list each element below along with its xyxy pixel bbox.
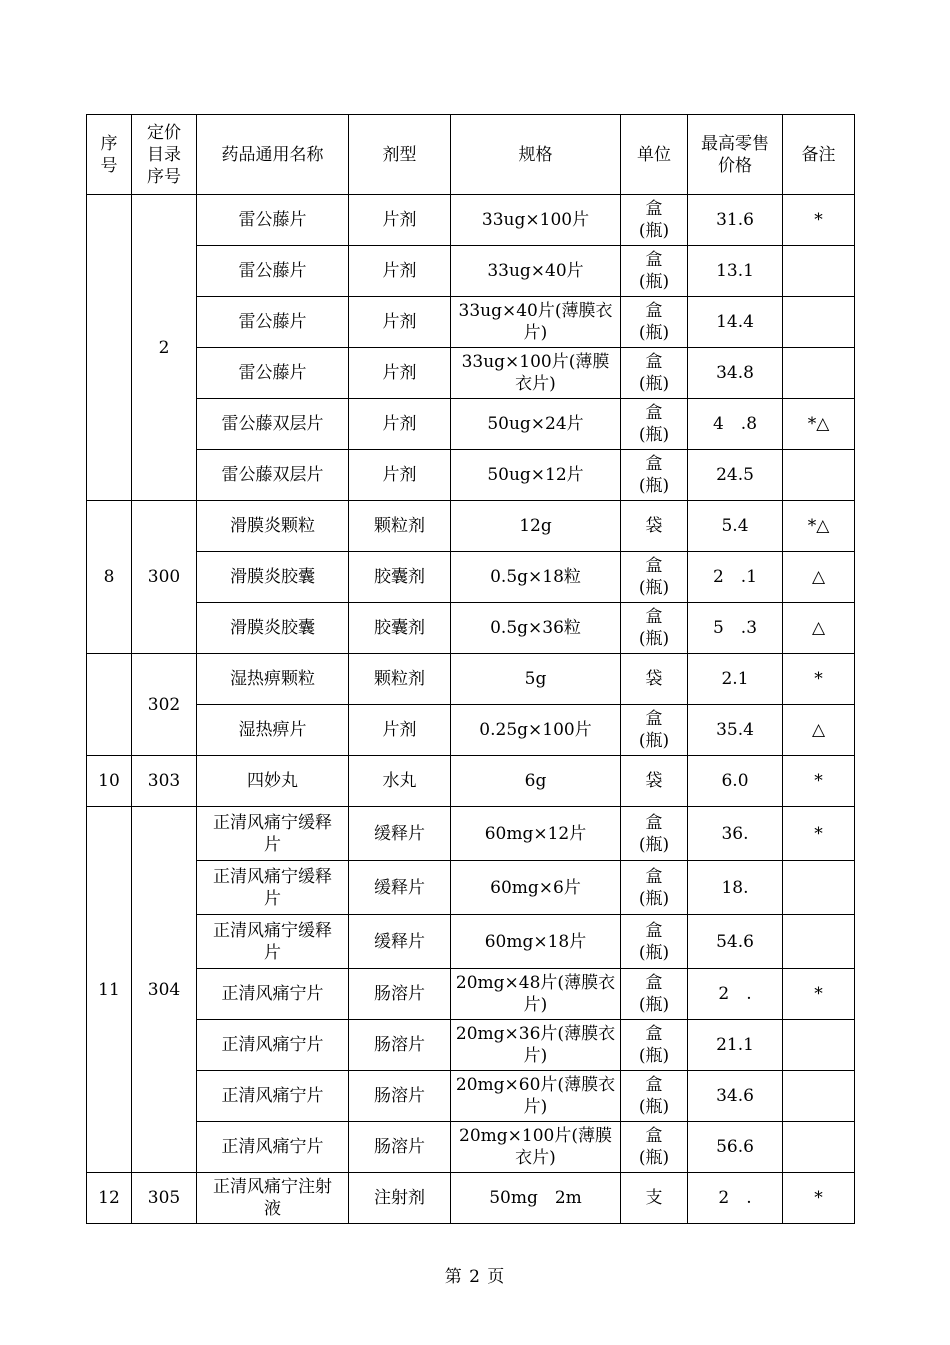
cell-remark: △ bbox=[783, 705, 855, 756]
cell-unit: 支 bbox=[621, 1173, 688, 1224]
cell-spec: 60mg×6片 bbox=[451, 861, 621, 915]
cell-form: 胶囊剂 bbox=[349, 603, 451, 654]
cell-unit: 盒 (瓶) bbox=[621, 399, 688, 450]
col-header-name: 药品通用名称 bbox=[197, 115, 349, 195]
cell-name: 雷公藤片 bbox=[197, 246, 349, 297]
cell-unit: 盒 (瓶) bbox=[621, 969, 688, 1020]
cell-spec: 0.25g×100片 bbox=[451, 705, 621, 756]
cell-spec: 20mg×100片(薄膜 衣片) bbox=[451, 1122, 621, 1173]
cell-unit: 袋 bbox=[621, 654, 688, 705]
cell-unit: 盒 (瓶) bbox=[621, 297, 688, 348]
cell-form: 片剂 bbox=[349, 195, 451, 246]
page-number: 第 2 页 bbox=[444, 1267, 506, 1287]
cell-form: 注射剂 bbox=[349, 1173, 451, 1224]
cell-unit: 盒 (瓶) bbox=[621, 1122, 688, 1173]
cell-price: 35.4 bbox=[688, 705, 783, 756]
cell-catalog-seq: 2 bbox=[132, 195, 197, 501]
cell-remark bbox=[783, 1020, 855, 1071]
cell-spec: 6g bbox=[451, 756, 621, 807]
table-row bbox=[87, 450, 855, 501]
cell-remark bbox=[783, 450, 855, 501]
cell-unit: 盒 (瓶) bbox=[621, 861, 688, 915]
cell-spec: 50ug×24片 bbox=[451, 399, 621, 450]
cell-unit: 盒 (瓶) bbox=[621, 195, 688, 246]
cell-spec: 5g bbox=[451, 654, 621, 705]
cell-unit: 盒 (瓶) bbox=[621, 552, 688, 603]
cell-price: 4 .8 bbox=[688, 399, 783, 450]
cell-form: 片剂 bbox=[349, 246, 451, 297]
table-body bbox=[87, 115, 855, 1224]
table-row bbox=[87, 501, 855, 552]
cell-seq: 10 bbox=[87, 756, 132, 807]
cell-remark bbox=[783, 861, 855, 915]
table-row bbox=[87, 552, 855, 603]
cell-spec: 50ug×12片 bbox=[451, 450, 621, 501]
cell-price: 2 . bbox=[688, 1173, 783, 1224]
cell-form: 肠溶片 bbox=[349, 1071, 451, 1122]
cell-catalog-seq: 300 bbox=[132, 501, 197, 654]
cell-remark: * bbox=[783, 756, 855, 807]
cell-name: 四妙丸 bbox=[197, 756, 349, 807]
cell-remark bbox=[783, 246, 855, 297]
cell-remark: *△ bbox=[783, 399, 855, 450]
table-row bbox=[87, 399, 855, 450]
cell-name: 雷公藤双层片 bbox=[197, 399, 349, 450]
cell-form: 缓释片 bbox=[349, 915, 451, 969]
cell-unit: 盒 (瓶) bbox=[621, 603, 688, 654]
cell-price: 14.4 bbox=[688, 297, 783, 348]
cell-remark: * bbox=[783, 1173, 855, 1224]
cell-name: 正清风痛宁缓释 片 bbox=[197, 915, 349, 969]
cell-form: 片剂 bbox=[349, 705, 451, 756]
table-row bbox=[87, 297, 855, 348]
cell-remark: * bbox=[783, 807, 855, 861]
cell-name: 滑膜炎颗粒 bbox=[197, 501, 349, 552]
table-row bbox=[87, 807, 855, 861]
cell-spec: 0.5g×36粒 bbox=[451, 603, 621, 654]
cell-unit: 盒 (瓶) bbox=[621, 450, 688, 501]
cell-name: 滑膜炎胶囊 bbox=[197, 552, 349, 603]
table-row bbox=[87, 654, 855, 705]
cell-remark bbox=[783, 348, 855, 399]
col-header-spec: 规格 bbox=[451, 115, 621, 195]
col-header-unit: 单位 bbox=[621, 115, 688, 195]
cell-unit: 盒 (瓶) bbox=[621, 246, 688, 297]
cell-price: 2 .1 bbox=[688, 552, 783, 603]
cell-remark: △ bbox=[783, 603, 855, 654]
cell-form: 缓释片 bbox=[349, 807, 451, 861]
table-row bbox=[87, 603, 855, 654]
table-row bbox=[87, 1122, 855, 1173]
cell-price: 6.0 bbox=[688, 756, 783, 807]
cell-name: 湿热痹片 bbox=[197, 705, 349, 756]
cell-catalog-seq: 302 bbox=[132, 654, 197, 756]
cell-name: 湿热痹颗粒 bbox=[197, 654, 349, 705]
table-row bbox=[87, 195, 855, 246]
cell-spec: 20mg×36片(薄膜衣 片) bbox=[451, 1020, 621, 1071]
cell-seq bbox=[87, 195, 132, 501]
cell-price: 21.1 bbox=[688, 1020, 783, 1071]
cell-price: 34.6 bbox=[688, 1071, 783, 1122]
cell-unit: 盒 (瓶) bbox=[621, 348, 688, 399]
cell-form: 缓释片 bbox=[349, 861, 451, 915]
cell-spec: 20mg×48片(薄膜衣 片) bbox=[451, 969, 621, 1020]
cell-remark: * bbox=[783, 969, 855, 1020]
drug-price-table bbox=[86, 114, 855, 1224]
table-row bbox=[87, 348, 855, 399]
cell-spec: 33ug×100片(薄膜 衣片) bbox=[451, 348, 621, 399]
cell-form: 片剂 bbox=[349, 399, 451, 450]
cell-remark bbox=[783, 1122, 855, 1173]
col-header-max-price: 最高零售 价格 bbox=[688, 115, 783, 195]
cell-name: 正清风痛宁缓释 片 bbox=[197, 861, 349, 915]
table-header-row bbox=[87, 115, 855, 195]
cell-remark: △ bbox=[783, 552, 855, 603]
cell-name: 正清风痛宁片 bbox=[197, 1071, 349, 1122]
cell-seq: 8 bbox=[87, 501, 132, 654]
cell-form: 颗粒剂 bbox=[349, 654, 451, 705]
cell-name: 正清风痛宁缓释 片 bbox=[197, 807, 349, 861]
cell-spec: 33ug×40片(薄膜衣 片) bbox=[451, 297, 621, 348]
cell-name: 正清风痛宁片 bbox=[197, 969, 349, 1020]
cell-price: 5 .3 bbox=[688, 603, 783, 654]
col-header-catalog-seq: 定价 目录 序号 bbox=[132, 115, 197, 195]
cell-spec: 0.5g×18粒 bbox=[451, 552, 621, 603]
table-row bbox=[87, 915, 855, 969]
cell-seq: 12 bbox=[87, 1173, 132, 1224]
cell-unit: 盒 (瓶) bbox=[621, 807, 688, 861]
cell-remark bbox=[783, 915, 855, 969]
cell-spec: 33ug×40片 bbox=[451, 246, 621, 297]
cell-catalog-seq: 305 bbox=[132, 1173, 197, 1224]
col-header-seq: 序 号 bbox=[87, 115, 132, 195]
cell-name: 正清风痛宁注射 液 bbox=[197, 1173, 349, 1224]
cell-price: 54.6 bbox=[688, 915, 783, 969]
cell-unit: 盒 (瓶) bbox=[621, 1071, 688, 1122]
cell-form: 肠溶片 bbox=[349, 969, 451, 1020]
cell-spec: 33ug×100片 bbox=[451, 195, 621, 246]
cell-form: 片剂 bbox=[349, 450, 451, 501]
cell-price: 34.8 bbox=[688, 348, 783, 399]
cell-price: 31.6 bbox=[688, 195, 783, 246]
cell-spec: 20mg×60片(薄膜衣 片) bbox=[451, 1071, 621, 1122]
cell-remark: * bbox=[783, 195, 855, 246]
table-row bbox=[87, 756, 855, 807]
cell-name: 雷公藤片 bbox=[197, 195, 349, 246]
cell-price: 24.5 bbox=[688, 450, 783, 501]
cell-spec: 12g bbox=[451, 501, 621, 552]
cell-form: 水丸 bbox=[349, 756, 451, 807]
cell-price: 5.4 bbox=[688, 501, 783, 552]
cell-price: 2.1 bbox=[688, 654, 783, 705]
cell-form: 片剂 bbox=[349, 348, 451, 399]
cell-name: 雷公藤片 bbox=[197, 348, 349, 399]
cell-price: 13.1 bbox=[688, 246, 783, 297]
cell-name: 正清风痛宁片 bbox=[197, 1122, 349, 1173]
cell-unit: 盒 (瓶) bbox=[621, 705, 688, 756]
cell-remark: * bbox=[783, 654, 855, 705]
cell-unit: 袋 bbox=[621, 501, 688, 552]
cell-name: 雷公藤片 bbox=[197, 297, 349, 348]
cell-form: 胶囊剂 bbox=[349, 552, 451, 603]
table-row bbox=[87, 861, 855, 915]
cell-spec: 60mg×12片 bbox=[451, 807, 621, 861]
cell-remark: *△ bbox=[783, 501, 855, 552]
table-row bbox=[87, 705, 855, 756]
cell-name: 正清风痛宁片 bbox=[197, 1020, 349, 1071]
col-header-form: 剂型 bbox=[349, 115, 451, 195]
cell-price: 36. bbox=[688, 807, 783, 861]
cell-form: 颗粒剂 bbox=[349, 501, 451, 552]
table-row bbox=[87, 1173, 855, 1224]
col-header-remark: 备注 bbox=[783, 115, 855, 195]
cell-form: 肠溶片 bbox=[349, 1122, 451, 1173]
cell-unit: 袋 bbox=[621, 756, 688, 807]
cell-name: 雷公藤双层片 bbox=[197, 450, 349, 501]
cell-spec: 50mg 2m bbox=[451, 1173, 621, 1224]
cell-price: 18. bbox=[688, 861, 783, 915]
cell-catalog-seq: 304 bbox=[132, 807, 197, 1173]
cell-seq: 11 bbox=[87, 807, 132, 1173]
cell-remark bbox=[783, 297, 855, 348]
cell-price: 56.6 bbox=[688, 1122, 783, 1173]
cell-unit: 盒 (瓶) bbox=[621, 1020, 688, 1071]
cell-seq bbox=[87, 654, 132, 756]
table-row bbox=[87, 246, 855, 297]
cell-form: 片剂 bbox=[349, 297, 451, 348]
cell-price: 2 . bbox=[688, 969, 783, 1020]
table-row bbox=[87, 1071, 855, 1122]
cell-form: 肠溶片 bbox=[349, 1020, 451, 1071]
cell-catalog-seq: 303 bbox=[132, 756, 197, 807]
cell-unit: 盒 (瓶) bbox=[621, 915, 688, 969]
table-row bbox=[87, 969, 855, 1020]
cell-name: 滑膜炎胶囊 bbox=[197, 603, 349, 654]
cell-remark bbox=[783, 1071, 855, 1122]
cell-spec: 60mg×18片 bbox=[451, 915, 621, 969]
table-row bbox=[87, 1020, 855, 1071]
